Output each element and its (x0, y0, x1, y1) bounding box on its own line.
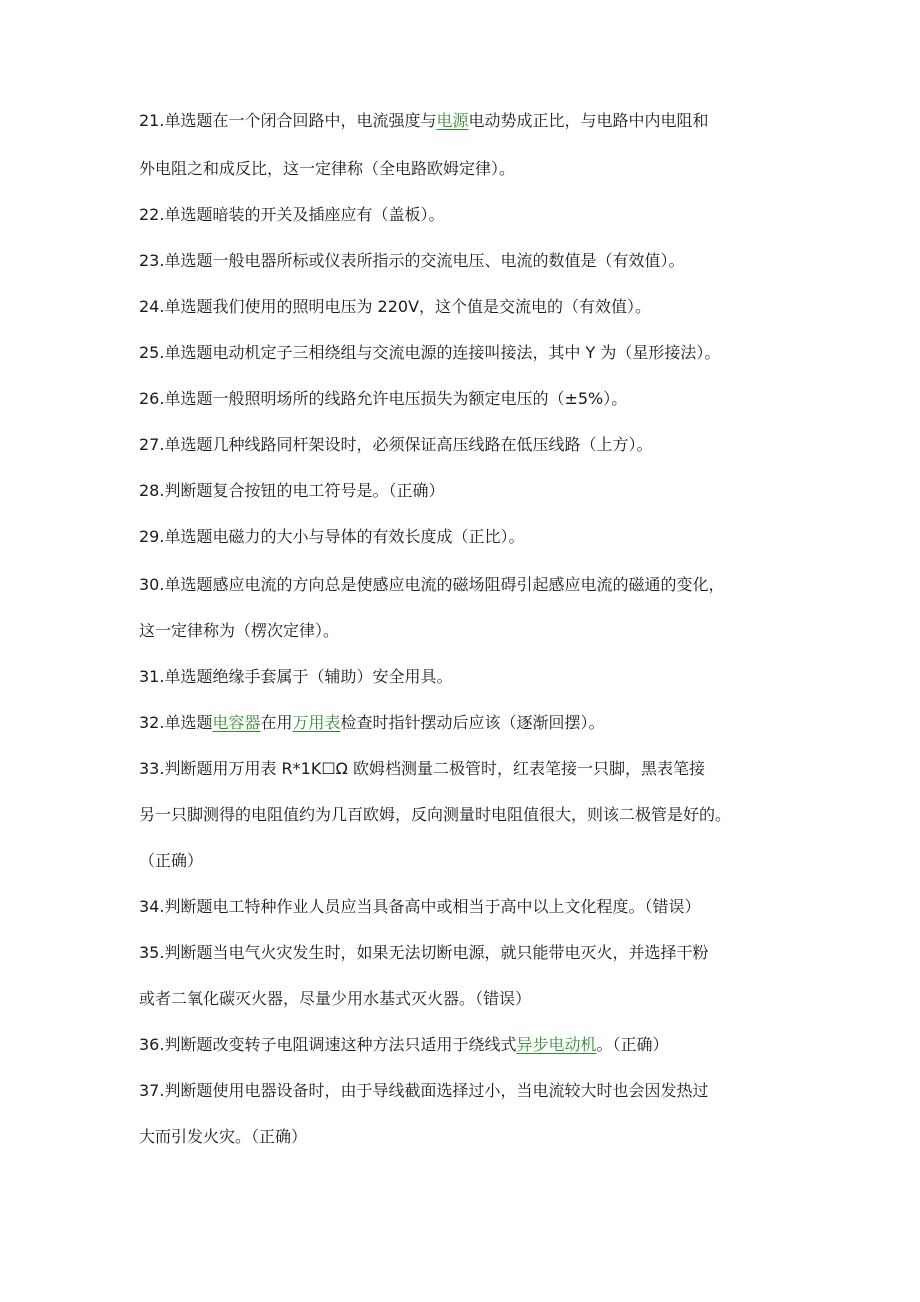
line-text: 在用 (260, 713, 293, 732)
document-line (139, 296, 651, 318)
document-line (139, 250, 684, 272)
document-line (139, 988, 531, 1010)
term-link[interactable]: 电源 (436, 111, 469, 130)
line-text: 28.判断题复合按钮的电工符号是。（正确） (139, 481, 445, 500)
line-text: 33.判断题用万用表 R*1K☐Ω 欧姆档测量二极管时，红表笔接一只脚，黑表笔接 (139, 759, 705, 778)
term-link[interactable]: 电容器 (212, 713, 261, 732)
document-line (139, 526, 524, 548)
term-link[interactable]: 万用表 (292, 713, 341, 732)
line-text: 另一只脚测得的电阻值约为几百欧姆，反向测量时电阻值很大，则该二极管是好的。 (139, 805, 732, 824)
document-line (139, 850, 203, 872)
line-text: 31.单选题绝缘手套属于（辅助）安全用具。 (139, 667, 453, 686)
line-text: 24.单选题我们使用的照明电压为 220V，这个值是交流电的（有效值）。 (139, 297, 652, 316)
document-line (139, 804, 731, 826)
line-text: 34.判断题电工特种作业人员应当具备高中或相当于高中以上文化程度。（错误） (139, 897, 701, 916)
line-text: 29.单选题电磁力的大小与导体的有效长度成（正比）。 (139, 527, 525, 546)
line-text: 或者二氧化碳灭火器，尽量少用水基式灭火器。（错误） (139, 989, 532, 1008)
document-line (139, 342, 720, 364)
document-line (139, 896, 700, 918)
document-line (139, 758, 705, 780)
document-line (139, 666, 452, 688)
document-line (139, 942, 708, 964)
line-text: 27.单选题几种线路同杆架设时，必须保证高压线路在低压线路（上方）。 (139, 435, 653, 454)
line-text: 检查时指针摆动后应该（逐渐回摆）。 (340, 713, 605, 732)
line-text: 37.判断题使用电器设备时，由于导线截面选择过小，当电流较大时也会因发热过 (139, 1081, 709, 1100)
line-text: 电动势成正比，与电路中内电阻和 (468, 111, 709, 130)
document-line (139, 110, 708, 132)
document-line (139, 1080, 708, 1102)
line-text: 25.单选题电动机定子三相绕组与交流电源的连接叫接法，其中 Y 为（星形接法）。 (139, 343, 721, 362)
document-line (139, 574, 724, 596)
line-text: 这一定律称为（楞次定律）。 (139, 621, 340, 640)
document-line (139, 158, 515, 180)
term-link[interactable]: 异步电动机 (516, 1035, 597, 1054)
document-line (139, 712, 605, 734)
line-text: 36.判断题改变转子电阻调速这种方法只适用于绕线式 (139, 1035, 517, 1054)
line-text: 23.单选题一般电器所标或仪表所指示的交流电压、电流的数值是（有效值）。 (139, 251, 685, 270)
document-line (139, 620, 339, 642)
document-line (139, 1034, 668, 1056)
line-text: 外电阻之和成反比，这一定律称（全电路欧姆定律）。 (139, 159, 516, 178)
line-text: 32.单选题 (139, 713, 213, 732)
line-text: 大而引发火灾。（正确） (139, 1127, 308, 1146)
line-text: （正确） (139, 851, 204, 870)
line-text: 22.单选题暗装的开关及插座应有（盖板）。 (139, 205, 445, 224)
document-line (139, 204, 444, 226)
line-text: 21.单选题在一个闭合回路中，电流强度与 (139, 111, 437, 130)
line-text: 26.单选题一般照明场所的线路允许电压损失为额定电压的（±5%）。 (139, 389, 628, 408)
line-text: 30.单选题感应电流的方向总是使感应电流的磁场阻碍引起感应电流的磁通的变化， (139, 575, 725, 594)
document-line (139, 388, 627, 410)
document-line (139, 480, 444, 502)
document-line (139, 1126, 307, 1148)
line-text: 35.判断题当电气火灾发生时，如果无法切断电源，就只能带电灭火，并选择干粉 (139, 943, 709, 962)
document-line (139, 434, 652, 456)
line-text: 。（正确） (596, 1035, 669, 1054)
